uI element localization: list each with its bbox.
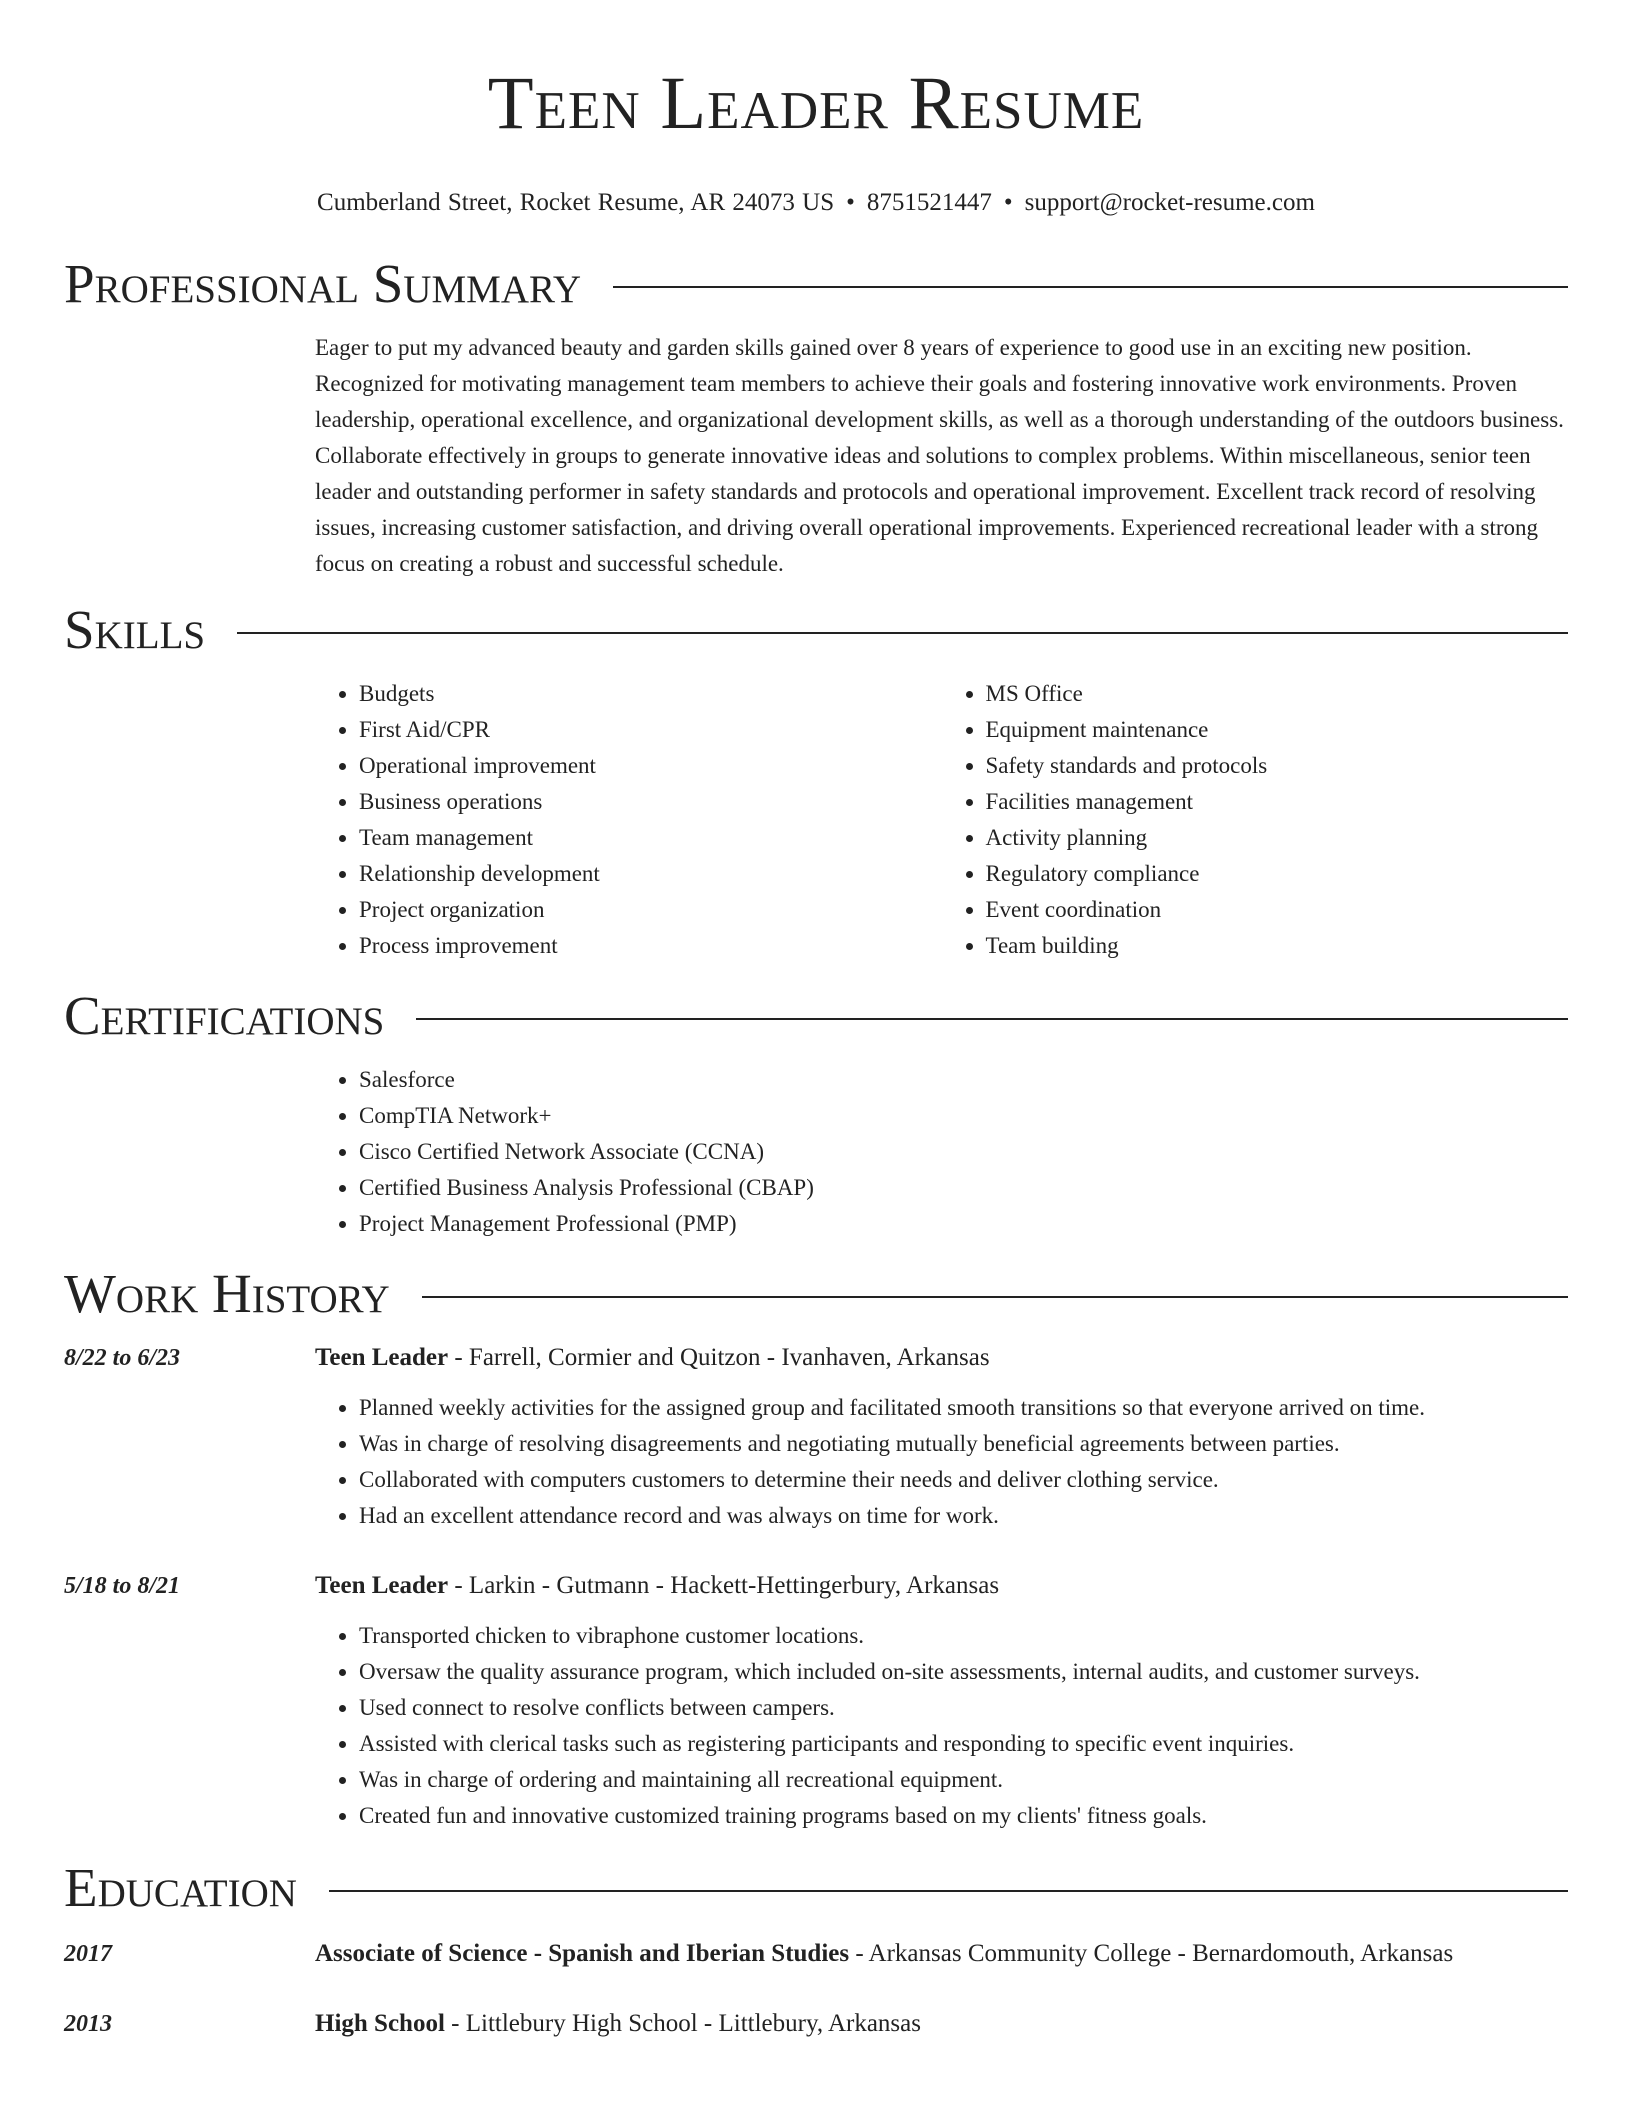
work-dates: 5/18 to 8/21	[64, 1573, 181, 1599]
section-summary-header	[64, 254, 1568, 314]
job-title: Teen Leader	[315, 1344, 449, 1371]
contact-address: Cumberland Street, Rocket Resume, AR 24073 US	[317, 189, 835, 216]
certification-item: • Project Management Professional (PMP)	[359, 1206, 1568, 1242]
certification-item: • Certified Business Analysis Professional (CBAP)	[359, 1170, 1568, 1206]
section-heading-education: Education	[64, 1857, 297, 1918]
skills-column-right	[942, 676, 1569, 964]
skill-item: • MS Office	[986, 676, 1569, 712]
contact-separator: •	[1003, 189, 1013, 216]
job-bullet: • Assisted with clerical tasks such as registering participants and responding to specific event inquiries.	[359, 1726, 1568, 1762]
skill-item: • Regulatory compliance	[986, 856, 1569, 892]
job-bullets	[315, 1618, 1568, 1834]
skill-item: • Project organization	[359, 892, 942, 928]
section-divider	[422, 1296, 1568, 1298]
skill-item: • Equipment maintenance	[986, 712, 1569, 748]
skill-item: • Operational improvement	[359, 748, 942, 784]
job-bullet: • Was in charge of resolving disagreements and negotiating mutually beneficial agreements between parties.	[359, 1426, 1568, 1462]
education-year: 2013	[64, 2011, 112, 2037]
section-heading-skills: Skills	[64, 599, 206, 660]
education-degree: Associate of Science - Spanish and Iberian Studies	[315, 1940, 850, 1967]
skill-item: • Event coordination	[986, 892, 1569, 928]
job-bullet: • Transported chicken to vibraphone customer locations.	[359, 1618, 1568, 1654]
job-bullet: • Planned weekly activities for the assigned group and facilitated smooth transitions so that everyone arrived on time.	[359, 1390, 1568, 1426]
job-bullet: • Used connect to resolve conflicts between campers.	[359, 1690, 1568, 1726]
section-work-header	[64, 1264, 1568, 1324]
job-bullet: • Had an excellent attendance record and was always on time for work.	[359, 1498, 1568, 1534]
certifications-list	[315, 1062, 1568, 1242]
section-heading-certifications: Certifications	[64, 985, 385, 1046]
work-dates: 8/22 to 6/23	[64, 1345, 181, 1371]
contact-email: support@rocket-resume.com	[1024, 189, 1315, 216]
skill-item: • Safety standards and protocols	[986, 748, 1569, 784]
job-title: Teen Leader	[315, 1572, 449, 1599]
work-title-line	[315, 1568, 999, 1604]
job-bullets	[315, 1390, 1568, 1534]
contact-phone: 8751521447	[866, 189, 992, 216]
skill-item: • Budgets	[359, 676, 942, 712]
certifications-items	[315, 1062, 1568, 1242]
certification-item: • Cisco Certified Network Associate (CCNA)	[359, 1134, 1568, 1170]
skill-item: • Team building	[986, 928, 1569, 964]
skill-item: • Team management	[359, 820, 942, 856]
section-divider	[416, 1018, 1568, 1020]
job-bullet: • Created fun and innovative customized training programs based on my clients' fitness goals.	[359, 1798, 1568, 1834]
section-divider	[329, 1890, 1568, 1892]
education-line	[315, 2006, 921, 2042]
education-line	[315, 1936, 1453, 1972]
resume-title: Teen Leader Resume	[487, 62, 1145, 145]
section-education-header	[64, 1858, 1568, 1918]
education-degree: High School	[315, 2010, 445, 2037]
skill-item: • First Aid/CPR	[359, 712, 942, 748]
skill-item: • Relationship development	[359, 856, 942, 892]
section-heading-work: Work History	[64, 1263, 390, 1324]
section-heading-summary: Professional Summary	[64, 253, 582, 314]
education-entry	[64, 1936, 1568, 1972]
skill-item: • Facilities management	[986, 784, 1569, 820]
summary-text: Eager to put my advanced beauty and garden skills gained over 8 years of experience to good use in an exciting new position. Recognized for motivating management team members to achieve their goals and fostering innovative work environments. Proven leadership, operational excellence, and organizational development skills, as well as a thorough understanding of the outdoors business. Collaborate effectively in groups to generate innovative ideas and solutions to complex problems. Within miscellaneous, senior teen leader and outstanding performer in safety standards and protocols and operational improvement. Excellent track record of resolving issues, increasing customer satisfaction, and driving overall operational improvements. Experienced recreational leader with a strong focus on creating a robust and successful schedule.	[315, 335, 1564, 576]
education-entry	[64, 2006, 1568, 2042]
work-entry	[64, 1340, 1568, 1534]
contact-line	[64, 188, 1568, 218]
certification-item: • CompTIA Network+	[359, 1098, 1568, 1134]
work-entry	[64, 1568, 1568, 1834]
work-title-line	[315, 1340, 990, 1376]
certification-item: • Salesforce	[359, 1062, 1568, 1098]
education-details: - Littlebury High School - Littlebury, Arkansas	[444, 2010, 921, 2037]
skills-column-left	[315, 676, 942, 964]
skill-item: • Business operations	[359, 784, 942, 820]
section-divider	[613, 286, 1568, 288]
section-skills-header	[64, 600, 1568, 660]
skill-item: • Activity planning	[986, 820, 1569, 856]
contact-separator: •	[846, 189, 855, 216]
job-details: - Larkin - Gutmann - Hackett-Hettingerbury, Arkansas	[448, 1572, 1000, 1599]
skills-list	[315, 676, 1568, 964]
skill-item: • Process improvement	[359, 928, 942, 964]
section-certifications-header	[64, 986, 1568, 1046]
section-divider	[237, 632, 1568, 634]
education-details: - Arkansas Community College - Bernardomouth, Arkansas	[849, 1940, 1454, 1967]
job-details: - Farrell, Cormier and Quitzon - Ivanhaven, Arkansas	[448, 1344, 990, 1371]
job-bullet: • Oversaw the quality assurance program, which included on-site assessments, internal audits, and customer surveys.	[359, 1654, 1568, 1690]
job-bullet: • Collaborated with computers customers to determine their needs and deliver clothing service.	[359, 1462, 1568, 1498]
education-year: 2017	[64, 1941, 112, 1967]
job-bullet: • Was in charge of ordering and maintaining all recreational equipment.	[359, 1762, 1568, 1798]
